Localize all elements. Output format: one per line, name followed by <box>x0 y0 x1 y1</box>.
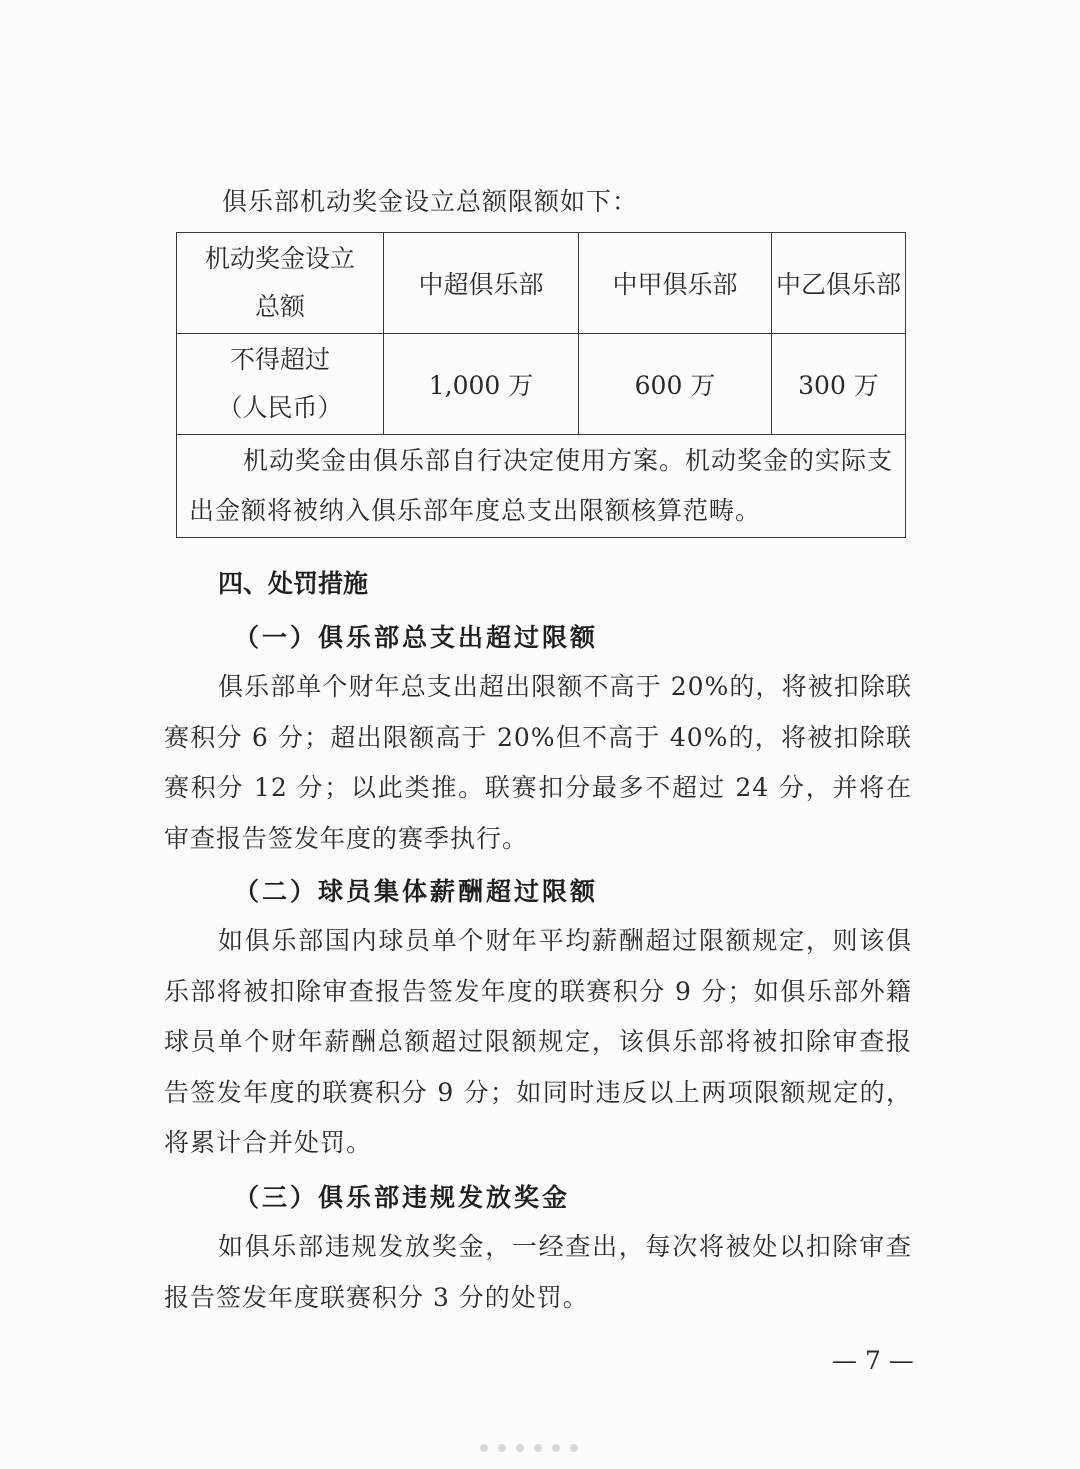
table-note <box>177 435 906 538</box>
table-row <box>177 435 906 538</box>
table-row <box>177 233 906 334</box>
page-dot <box>480 1444 488 1452</box>
subsection-title-3: （三）俱乐部违规发放奖金 <box>234 1183 571 1212</box>
paragraph: 俱乐部单个财年总支出超出限额不高于 20%的，将被扣除联赛积分 6 分；超出限额高于 20%但不高于 40%的，将被扣除联赛积分 12 分；以此类推。联赛扣分最多不超过 24 分，并将在审查报告签发年度的赛季执行。 <box>164 672 912 853</box>
page-indicator[interactable] <box>480 1444 600 1452</box>
page-dot <box>498 1444 506 1452</box>
subsection-title-1: （一）俱乐部总支出超过限额 <box>234 623 599 652</box>
header-csl: 中超俱乐部 <box>384 233 579 334</box>
bonus-cap-table <box>176 232 906 538</box>
value-cl1: 600 万 <box>579 334 772 435</box>
table-row <box>177 334 906 435</box>
subsection-body-1 <box>164 662 912 864</box>
page-dot <box>534 1444 542 1452</box>
page-dot <box>570 1444 578 1452</box>
limit-label-line2: （人民币） <box>217 393 343 422</box>
header-cl2: 中乙俱乐部 <box>772 233 906 334</box>
subsection-body-3 <box>164 1222 912 1323</box>
section-heading: 四、处罚措施 <box>218 569 369 598</box>
header-cl1: 中甲俱乐部 <box>579 233 772 334</box>
paragraph: 如俱乐部违规发放奖金，一经查出，每次将被处以扣除审查报告签发年度联赛积分 3 分的处罚。 <box>164 1232 912 1312</box>
row-label-total-bonus: 机动奖金设立总额 <box>177 233 384 334</box>
page-dot <box>516 1444 524 1452</box>
value-cl2: 300 万 <box>772 334 906 435</box>
subsection-title-2: （二）球员集体薪酬超过限额 <box>234 877 599 906</box>
page-number: — 7 — <box>832 1346 914 1375</box>
row-label-limit <box>177 334 384 435</box>
limit-label-line1: 不得超过 <box>229 345 330 374</box>
table-intro: 俱乐部机动奖金设立总额限额如下： <box>222 187 639 216</box>
subsection-body-2 <box>164 916 912 1169</box>
paragraph: 如俱乐部国内球员单个财年平均薪酬超过限额规定，则该俱乐部将被扣除审查报告签发年度的联赛积分 9 分；如俱乐部外籍球员单个财年薪酬总额超过限额规定，该俱乐部将被扣除审查报告签发年度的联赛积分 9 分；如同时违反以上两项限额规定的，将累计合并处罚。 <box>164 926 912 1157</box>
page-dot <box>552 1444 560 1452</box>
table-note-text: 机动奖金由俱乐部自行决定使用方案。机动奖金的实际支出金额将被纳入俱乐部年度总支出限额核算范畴。 <box>189 446 894 525</box>
value-csl: 1,000 万 <box>384 334 579 435</box>
